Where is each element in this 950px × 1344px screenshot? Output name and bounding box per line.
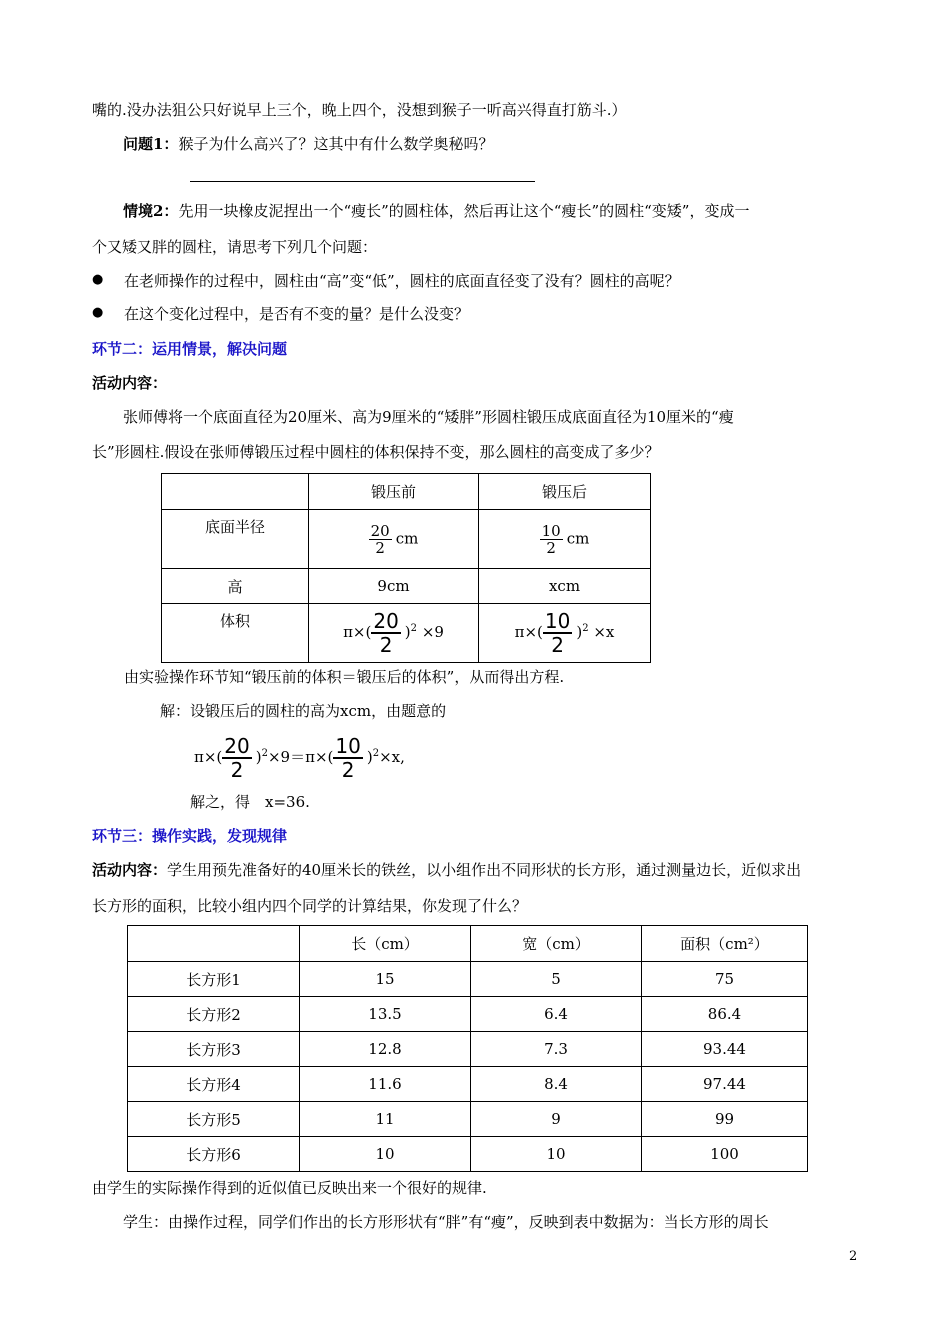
table-cell: 97.44 bbox=[642, 1067, 808, 1102]
after-table-2: 由学生的实际操作得到的近似值已反映出来一个很好的规律. bbox=[92, 1179, 487, 1197]
table-cell: 长方形1 bbox=[128, 962, 300, 997]
table-cell: 12.8 bbox=[300, 1032, 471, 1067]
scenario-2-text: 先用一块橡皮泥捏出一个“瘦长”的圆柱体，然后再让这个“瘦长”的圆柱“变矮”，变成一 bbox=[178, 202, 750, 220]
table-cell: 体积 bbox=[162, 604, 309, 663]
fraction: $\frac{20}{2}$ bbox=[370, 521, 390, 557]
table-header-cell bbox=[128, 926, 300, 962]
equation: π×( $\frac{20}{2}$ )$^2$×9＝π×( $\frac{10}{2}$ )$^2$×x, bbox=[194, 734, 405, 782]
table-cell: 100 bbox=[642, 1137, 808, 1172]
table-cell: 86.4 bbox=[642, 997, 808, 1032]
table-cell: 长方形5 bbox=[128, 1102, 300, 1137]
scenario-2 bbox=[123, 201, 893, 221]
table-cell bbox=[479, 510, 651, 569]
table-cell: 11.6 bbox=[300, 1067, 471, 1102]
table-cell: 10 bbox=[300, 1137, 471, 1172]
table-row bbox=[162, 474, 651, 510]
table-cell: 长方形4 bbox=[128, 1067, 300, 1102]
fraction: $\frac{10}{2}$ bbox=[335, 734, 361, 782]
table-cell: 75 bbox=[642, 962, 808, 997]
solution-line: 解：设锻压后的圆柱的高为xcm，由题意的 bbox=[160, 702, 447, 720]
answer-line: 解之，得 x=36. bbox=[190, 793, 310, 811]
fraction: $\frac{20}{2}$ bbox=[224, 734, 250, 782]
table-cell: xcm bbox=[479, 569, 651, 604]
bullet-icon: ● bbox=[92, 305, 104, 320]
table-cell: 93.44 bbox=[642, 1032, 808, 1067]
rectangle-table bbox=[127, 925, 808, 1172]
table-header-cell bbox=[162, 474, 309, 510]
table-row bbox=[128, 926, 808, 962]
unit: cm bbox=[566, 529, 590, 547]
table-row bbox=[162, 510, 651, 569]
table-cell: 长方形6 bbox=[128, 1137, 300, 1172]
section-2-title: 环节二：运用情景，解决问题 bbox=[92, 340, 288, 358]
activity-3-line2: 长方形的面积，比较小组内四个同学的计算结果，你发现了什么？ bbox=[92, 897, 528, 915]
unit: cm bbox=[395, 529, 419, 547]
table-header-cell: 宽（cm） bbox=[471, 926, 642, 962]
section-3-title: 环节三：操作实践，发现规律 bbox=[92, 827, 288, 845]
answer-blank-line bbox=[190, 181, 535, 182]
activity-3 bbox=[92, 860, 862, 880]
activity-3-text: 学生用预先准备好的40厘米长的铁丝，以小组作出不同形状的长方形，通过测量边长，近似求出 bbox=[167, 861, 802, 879]
table-cell: 长方形3 bbox=[128, 1032, 300, 1067]
fraction: $\frac{10}{2}$ bbox=[541, 521, 561, 557]
table-row bbox=[128, 1032, 808, 1067]
page-number: 2 bbox=[849, 1249, 858, 1264]
table-cell: 底面半径 bbox=[162, 510, 309, 569]
table-cell: 13.5 bbox=[300, 997, 471, 1032]
table-cell: π×( $\frac{20}{2}$ )$^2$ ×9 bbox=[309, 604, 479, 663]
table-row bbox=[162, 604, 651, 663]
table-cell: 长方形2 bbox=[128, 997, 300, 1032]
question-1-label: 问题1： bbox=[123, 135, 179, 153]
table-cell: 5 bbox=[471, 962, 642, 997]
problem-line-1: 张师傅将一个底面直径为20厘米、高为9厘米的“矮胖”形圆柱锻压成底面直径为10厘米的“瘦 bbox=[123, 408, 734, 426]
bullet-item-1: 在老师操作的过程中，圆柱由“高”变“低”，圆柱的底面直径变了没有？圆柱的高呢？ bbox=[124, 272, 680, 290]
table-cell: 9 bbox=[471, 1102, 642, 1137]
table-cell: 10 bbox=[471, 1137, 642, 1172]
scenario-2-line2: 个又矮又胖的圆柱，请思考下列几个问题： bbox=[92, 238, 378, 256]
table-cell: π×( $\frac{10}{2}$ )$^2$ ×x bbox=[479, 604, 651, 663]
bullet-item-2: 在这个变化过程中，是否有不变的量？是什么没变？ bbox=[124, 305, 470, 323]
table-header-cell: 锻压后 bbox=[479, 474, 651, 510]
table-row bbox=[128, 1067, 808, 1102]
table-cell: 15 bbox=[300, 962, 471, 997]
table-cell: 7.3 bbox=[471, 1032, 642, 1067]
table-cell: 9cm bbox=[309, 569, 479, 604]
activity-3-label: 活动内容： bbox=[92, 861, 168, 879]
table-cell: 高 bbox=[162, 569, 309, 604]
forging-table bbox=[161, 473, 651, 663]
question-1 bbox=[123, 134, 893, 154]
paragraph-continued: 嘴的.没办法狙公只好说早上三个，晚上四个，没想到猴子一听高兴得直打筋斗.） bbox=[92, 101, 627, 119]
table-cell bbox=[309, 510, 479, 569]
table-header-cell: 长（cm） bbox=[300, 926, 471, 962]
fraction: $\frac{10}{2}$ bbox=[544, 609, 571, 657]
table-cell: 11 bbox=[300, 1102, 471, 1137]
table-row bbox=[128, 1102, 808, 1137]
table-cell: 99 bbox=[642, 1102, 808, 1137]
table-row bbox=[162, 569, 651, 604]
table-cell: 6.4 bbox=[471, 997, 642, 1032]
student-line: 学生：由操作过程，同学们作出的长方形形状有“胖”有“瘦”，反映到表中数据为：当长方形的周长 bbox=[123, 1213, 769, 1231]
table-row bbox=[128, 1137, 808, 1172]
table-header-cell: 锻压前 bbox=[309, 474, 479, 510]
table-header-cell: 面积（cm²） bbox=[642, 926, 808, 962]
problem-line-2: 长”形圆柱.假设在张师傅锻压过程中圆柱的体积保持不变，那么圆柱的高变成了多少？ bbox=[92, 443, 660, 461]
activity-label: 活动内容： bbox=[92, 374, 168, 392]
question-1-text: 猴子为什么高兴了？这其中有什么数学奥秘吗？ bbox=[178, 135, 494, 153]
after-table-1: 由实验操作环节知“锻压前的体积＝锻压后的体积”，从而得出方程. bbox=[124, 668, 565, 686]
table-row bbox=[128, 962, 808, 997]
table-cell: 8.4 bbox=[471, 1067, 642, 1102]
table-row bbox=[128, 997, 808, 1032]
bullet-icon: ● bbox=[92, 272, 104, 287]
fraction: $\frac{20}{2}$ bbox=[373, 609, 399, 657]
scenario-2-label: 情境2： bbox=[123, 202, 179, 220]
